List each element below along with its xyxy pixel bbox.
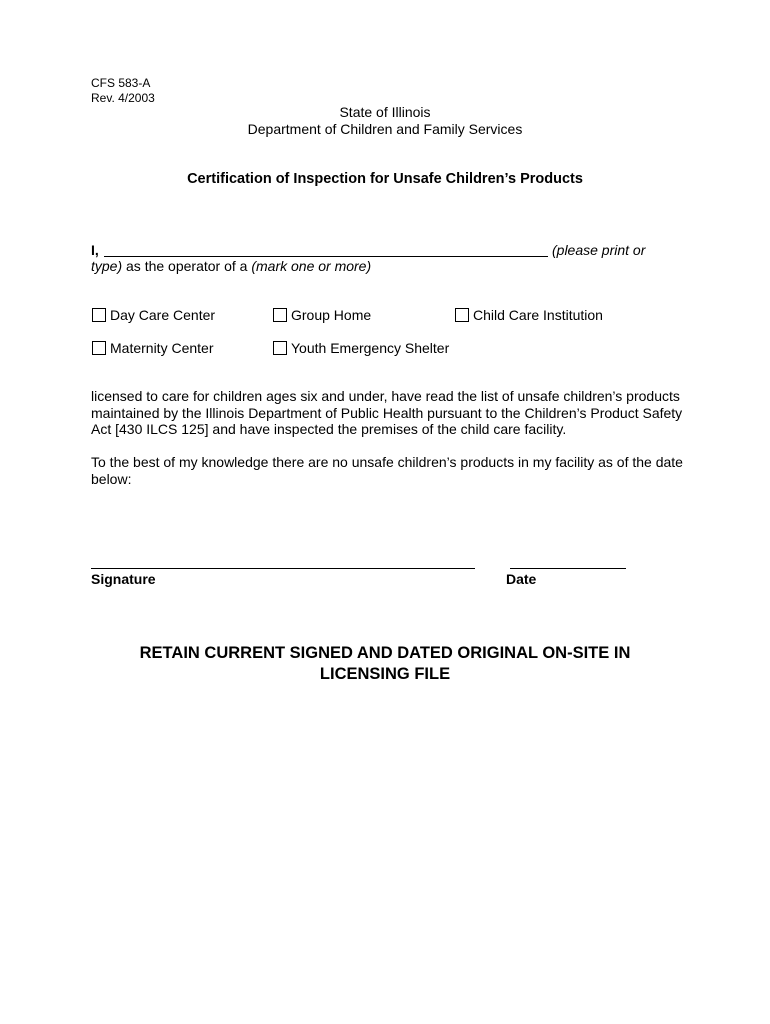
label-youth-emergency-shelter: Youth Emergency Shelter	[291, 340, 450, 356]
mark-instruction: (mark one or more)	[251, 258, 372, 274]
form-title: Certification of Inspection for Unsafe Children’s Products	[187, 171, 583, 187]
revision-date: Rev. 4/2003	[91, 91, 155, 105]
date-label: Date	[506, 571, 537, 587]
operator-name-field[interactable]	[104, 241, 548, 257]
checkbox-youth-emergency-shelter[interactable]	[273, 341, 287, 355]
label-group-home: Group Home	[291, 307, 372, 323]
department-name: Department of Children and Family Services	[247, 121, 523, 137]
operator-prefix: I,	[91, 242, 99, 258]
retain-notice-line-1: RETAIN CURRENT SIGNED AND DATED ORIGINAL ON-SITE IN	[139, 644, 631, 662]
label-day-care-center: Day Care Center	[110, 307, 216, 323]
checkbox-group-home[interactable]	[273, 308, 287, 322]
knowledge-line-1: To the best of my knowledge there are no unsafe children’s products in my facility as of the date	[91, 454, 683, 470]
checkbox-day-care-center[interactable]	[92, 308, 106, 322]
certification-paragraph	[91, 388, 691, 438]
checkbox-child-care-institution[interactable]	[455, 308, 469, 322]
label-child-care-institution: Child Care Institution	[473, 307, 603, 323]
form-number: CFS 583-A	[91, 76, 151, 90]
certification-line-3: Act [430 ILCS 125] and have inspected the premises of the child care facility.	[91, 421, 567, 437]
signature-label: Signature	[91, 571, 156, 587]
date-field[interactable]	[510, 553, 626, 569]
operator-line-2	[91, 258, 371, 275]
signature-field[interactable]	[91, 553, 475, 569]
operator-middle-text: as the operator of a	[122, 258, 252, 274]
certification-line-2: maintained by the Illinois Department of Public Health pursuant to the Children’s Product Safety	[91, 404, 683, 421]
knowledge-paragraph	[91, 454, 691, 487]
print-instruction-cont: type)	[91, 258, 123, 274]
retain-notice-line-2: LICENSING FILE	[319, 665, 451, 683]
label-maternity-center: Maternity Center	[110, 340, 214, 356]
state-name: State of Illinois	[339, 104, 431, 120]
checkbox-maternity-center[interactable]	[92, 341, 106, 355]
print-instruction: (please print or	[552, 242, 646, 258]
knowledge-line-2: below:	[91, 470, 132, 487]
certification-line-1: licensed to care for children ages six and under, have read the list of unsafe children’s products	[91, 388, 680, 404]
